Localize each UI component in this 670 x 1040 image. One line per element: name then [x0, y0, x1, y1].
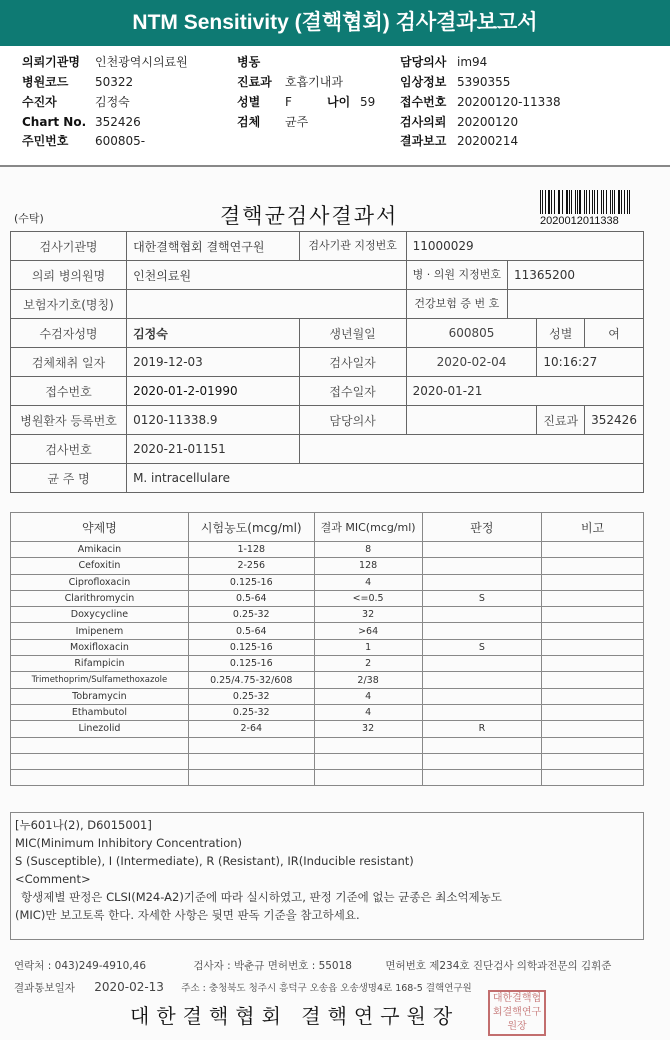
field-value: 인천의료원 — [127, 261, 407, 290]
examiner: 검사자 : 박춘규 면허번호 : 55018 — [193, 960, 352, 972]
field-value: 2020-02-04 — [406, 348, 537, 377]
test-range: 0.25-32 — [188, 704, 314, 720]
field-value — [406, 406, 537, 435]
info-value: 김정숙 — [95, 95, 130, 109]
empty-cell — [314, 737, 422, 753]
barcode-bar — [571, 190, 572, 214]
address: 주소 : 충청북도 청주시 흥덕구 오송읍 오송생명4로 168-5 결핵연구원 — [181, 983, 472, 994]
interpretation — [422, 607, 542, 623]
sensitivity-table — [10, 512, 644, 786]
field-label: 검사일자 — [299, 348, 406, 377]
field-label: 병원환자 등록번호 — [11, 406, 127, 435]
barcode-bar — [594, 190, 595, 214]
info-value: 호흡기내과 — [285, 75, 343, 89]
barcode-bar — [614, 190, 615, 214]
table-row — [11, 688, 644, 704]
organism-name: M. intracellulare — [127, 464, 644, 493]
intake-label: (수탁) — [14, 212, 44, 225]
mic-value: 4 — [314, 704, 422, 720]
info-label: 임상정보 — [400, 75, 447, 89]
info-label: 의뢰기관명 — [22, 55, 80, 69]
footer-line — [14, 980, 472, 995]
column-header: 결과 MIC(mcg/ml) — [314, 513, 422, 542]
info-label: 병동 — [237, 55, 261, 69]
issuing-organization: 대한결핵협회 결핵연구원장 — [130, 1004, 460, 1028]
field-label: 균 주 명 — [11, 464, 127, 493]
barcode-number: 2020012011338 — [540, 215, 619, 227]
empty-cell — [11, 737, 189, 753]
barcode-bar — [545, 190, 546, 214]
barcode-bar — [566, 190, 568, 214]
mic-value: 4 — [314, 574, 422, 590]
mic-value: 32 — [314, 721, 422, 737]
table-row — [11, 435, 644, 464]
comment-line: [누601나(2), D6015001] — [15, 818, 152, 832]
remark — [542, 574, 644, 590]
mic-value: 32 — [314, 607, 422, 623]
patient-name: 김정숙 — [127, 319, 300, 348]
field-label: 진료과 — [537, 406, 585, 435]
table-row — [11, 464, 644, 493]
drug-name: Ethambutol — [11, 704, 189, 720]
test-range: 1-128 — [188, 542, 314, 558]
barcode-bar — [629, 190, 630, 214]
column-header: 약제명 — [11, 513, 189, 542]
remark — [542, 672, 644, 688]
field-value: 11365200 — [507, 261, 643, 290]
empty-row — [11, 737, 644, 753]
info-label: 성별 — [237, 95, 261, 109]
table-row — [11, 232, 644, 261]
info-value: 50322 — [95, 75, 134, 89]
report-title: NTM Sensitivity (결핵협회) 검사결과보고서 — [0, 0, 670, 46]
field-value — [507, 290, 643, 319]
remark — [542, 623, 644, 639]
field-label: 검사기관명 — [11, 232, 127, 261]
barcode-bar — [558, 190, 559, 214]
table-row — [11, 639, 644, 655]
patient-info-panel — [0, 50, 670, 163]
field-value — [127, 290, 407, 319]
field-value: 대한결핵협회 결핵연구원 — [127, 232, 300, 261]
barcode-bar — [554, 190, 555, 214]
comment-line: S (Susceptible), I (Intermediate), R (Resistant), IR(Inducible resistant) — [15, 854, 414, 868]
table-row — [11, 377, 644, 406]
table-row — [11, 721, 644, 737]
field-label: 검사번호 — [11, 435, 127, 464]
remark — [542, 656, 644, 672]
test-range: 2-64 — [188, 721, 314, 737]
drug-name: Ciprofloxacin — [11, 574, 189, 590]
empty-cell — [542, 753, 644, 769]
table-row — [11, 348, 644, 377]
table-row — [11, 406, 644, 435]
interpretation — [422, 672, 542, 688]
drug-name: Amikacin — [11, 542, 189, 558]
mic-value: 4 — [314, 688, 422, 704]
table-row — [11, 607, 644, 623]
info-value: 600805- — [95, 134, 146, 148]
barcode — [540, 190, 632, 214]
barcode-bar — [612, 190, 613, 214]
info-label: 검사의뢰 — [400, 115, 447, 129]
field-label: 검체채취 일자 — [11, 348, 127, 377]
field-value: 11000029 — [406, 232, 643, 261]
interpretation — [422, 623, 542, 639]
barcode-bar — [569, 190, 570, 214]
info-label: 병원코드 — [22, 75, 69, 89]
info-label: 진료과 — [237, 75, 272, 89]
comment-line: MIC(Minimum Inhibitory Concentration) — [15, 836, 243, 850]
patient-details-table — [10, 231, 644, 493]
info-value: 균주 — [285, 115, 309, 129]
test-range: 0.125-16 — [188, 656, 314, 672]
barcode-bar — [618, 190, 620, 214]
column-header: 비고 — [542, 513, 644, 542]
barcode-bar — [606, 190, 607, 214]
info-value: 352426 — [95, 115, 141, 129]
field-value: 0120-11338.9 — [127, 406, 300, 435]
report-date-label: 결과통보일자 — [14, 982, 75, 994]
barcode-bar — [627, 190, 628, 214]
interpretation — [422, 574, 542, 590]
interpretation — [422, 558, 542, 574]
table-row — [11, 290, 644, 319]
table-row — [11, 672, 644, 688]
comment-line: (MIC)만 보고토록 한다. 자세한 사항은 뒷면 판독 기준을 참고하세요. — [15, 908, 360, 922]
barcode-bar — [540, 190, 541, 214]
info-label: 주민번호 — [22, 134, 69, 148]
column-header: 판정 — [422, 513, 542, 542]
empty-cell — [11, 770, 189, 786]
test-range: 0.125-16 — [188, 639, 314, 655]
mic-value: 8 — [314, 542, 422, 558]
empty-cell — [11, 753, 189, 769]
field-label: 수검자성명 — [11, 319, 127, 348]
test-range: 0.125-16 — [188, 574, 314, 590]
table-row — [11, 590, 644, 606]
remark — [542, 639, 644, 655]
field-value: 2020-01-2-01990 — [127, 377, 300, 406]
barcode-bar — [597, 190, 598, 214]
license: 면허번호 제234호 진단검사 의학과전문의 김휘준 — [385, 960, 612, 972]
interpretation — [422, 704, 542, 720]
field-value: 여 — [585, 319, 644, 348]
info-label: 나이 — [327, 95, 351, 109]
info-value: im94 — [457, 55, 488, 69]
empty-cell — [422, 770, 542, 786]
remark — [542, 721, 644, 737]
table-row — [11, 319, 644, 348]
field-value: 2019-12-03 — [127, 348, 300, 377]
barcode-bar — [584, 190, 585, 214]
empty-cell — [314, 753, 422, 769]
field-value: 352426 — [585, 406, 644, 435]
test-range: 0.5-64 — [188, 623, 314, 639]
comment-box — [10, 812, 644, 940]
empty-cell — [542, 770, 644, 786]
remark — [542, 590, 644, 606]
field-label: 생년월일 — [299, 319, 406, 348]
barcode-bar — [586, 190, 587, 214]
interpretation: S — [422, 590, 542, 606]
interpretation: R — [422, 721, 542, 737]
info-label: 접수번호 — [400, 95, 447, 109]
empty-row — [11, 770, 644, 786]
mic-value: >64 — [314, 623, 422, 639]
info-label: 담당의사 — [400, 55, 447, 69]
info-label: 결과보고 — [400, 134, 447, 148]
empty-cell — [422, 753, 542, 769]
interpretation — [422, 542, 542, 558]
info-value: 20200120-11338 — [457, 95, 561, 109]
table-row — [11, 542, 644, 558]
column-header: 시험농도(mcg/ml) — [188, 513, 314, 542]
field-value: 10:16:27 — [537, 348, 644, 377]
test-range: 0.25-32 — [188, 607, 314, 623]
remark — [542, 558, 644, 574]
remark — [542, 704, 644, 720]
barcode-bar — [624, 190, 625, 214]
info-label: 수진자 — [22, 95, 57, 109]
field-label: 검사기관 지정번호 — [299, 232, 406, 261]
comment-line: <Comment> — [15, 872, 91, 886]
drug-name: Trimethoprim/Sulfamethoxazole — [11, 672, 189, 688]
interpretation: S — [422, 639, 542, 655]
table-row — [11, 261, 644, 290]
barcode-bar — [551, 190, 552, 214]
table-row — [11, 574, 644, 590]
info-value: 20200214 — [457, 134, 519, 148]
empty-cell — [422, 737, 542, 753]
mic-value: 128 — [314, 558, 422, 574]
barcode-bar — [579, 190, 581, 214]
field-label: 접수번호 — [11, 377, 127, 406]
field-label: 보험자기호(명칭) — [11, 290, 127, 319]
official-seal: 대한결핵협회결핵연구원장 — [488, 990, 546, 1036]
field-label: 병 · 의원 지정번호 — [406, 261, 507, 290]
comment-line: 항생제별 판정은 CLSI(M24-A2)기준에 따라 실시하였고, 판정 기준에 없는 균종은 최소억제농도 — [21, 890, 502, 904]
barcode-bar — [559, 190, 560, 214]
field-label: 의뢰 병의원명 — [11, 261, 127, 290]
empty-cell — [188, 737, 314, 753]
test-range: 0.25/4.75-32/608 — [188, 672, 314, 688]
barcode-bar — [562, 190, 563, 214]
document-title: 결핵균검사결과서 — [220, 204, 399, 228]
empty-cell — [314, 770, 422, 786]
info-value: 인천광역시의료원 — [95, 55, 188, 69]
interpretation — [422, 656, 542, 672]
info-value: F — [285, 95, 292, 109]
remark — [542, 688, 644, 704]
mic-value: 1 — [314, 639, 422, 655]
table-header-row — [11, 513, 644, 542]
footer-line — [14, 958, 611, 973]
barcode-bar — [548, 190, 550, 214]
info-label: 검체 — [237, 115, 261, 129]
field-value: 2020-01-21 — [406, 377, 643, 406]
table-row — [11, 558, 644, 574]
drug-name: Cefoxitin — [11, 558, 189, 574]
drug-name: Imipenem — [11, 623, 189, 639]
info-value: 20200120 — [457, 115, 519, 129]
info-label: Chart No. — [22, 115, 87, 129]
barcode-bar — [542, 190, 543, 214]
field-label: 성별 — [537, 319, 585, 348]
empty-cell — [542, 737, 644, 753]
empty-cell — [188, 770, 314, 786]
drug-name: Doxycycline — [11, 607, 189, 623]
table-row — [11, 623, 644, 639]
table-row — [11, 704, 644, 720]
empty-row — [11, 753, 644, 769]
remark — [542, 542, 644, 558]
test-range: 0.25-32 — [188, 688, 314, 704]
info-value: 59 — [360, 95, 376, 109]
contact: 연락처 : 043)249-4910,46 — [14, 960, 147, 972]
drug-name: Clarithromycin — [11, 590, 189, 606]
field-label: 건강보험 증 번 호 — [406, 290, 507, 319]
barcode-bar — [592, 190, 593, 214]
mic-value: 2/38 — [314, 672, 422, 688]
report-date: 2020-02-13 — [94, 980, 164, 994]
mic-value: <=0.5 — [314, 590, 422, 606]
barcode-bar — [621, 190, 622, 214]
field-label: 담당의사 — [299, 406, 406, 435]
barcode-bar — [575, 190, 576, 214]
barcode-bar — [589, 190, 590, 214]
barcode-bar — [577, 190, 578, 214]
drug-name: Tobramycin — [11, 688, 189, 704]
field-value: 2020-21-01151 — [127, 435, 300, 464]
field-value: 600805 — [406, 319, 537, 348]
info-value: 5390355 — [457, 75, 511, 89]
barcode-bar — [603, 190, 604, 214]
empty-cell — [299, 435, 643, 464]
test-range: 2-256 — [188, 558, 314, 574]
drug-name: Moxifloxacin — [11, 639, 189, 655]
empty-cell — [188, 753, 314, 769]
table-row — [11, 656, 644, 672]
field-label: 접수일자 — [299, 377, 406, 406]
barcode-bar — [610, 190, 611, 214]
test-range: 0.5-64 — [188, 590, 314, 606]
interpretation — [422, 688, 542, 704]
mic-value: 2 — [314, 656, 422, 672]
drug-name: Rifampicin — [11, 656, 189, 672]
barcode-bar — [601, 190, 603, 214]
remark — [542, 607, 644, 623]
drug-name: Linezolid — [11, 721, 189, 737]
